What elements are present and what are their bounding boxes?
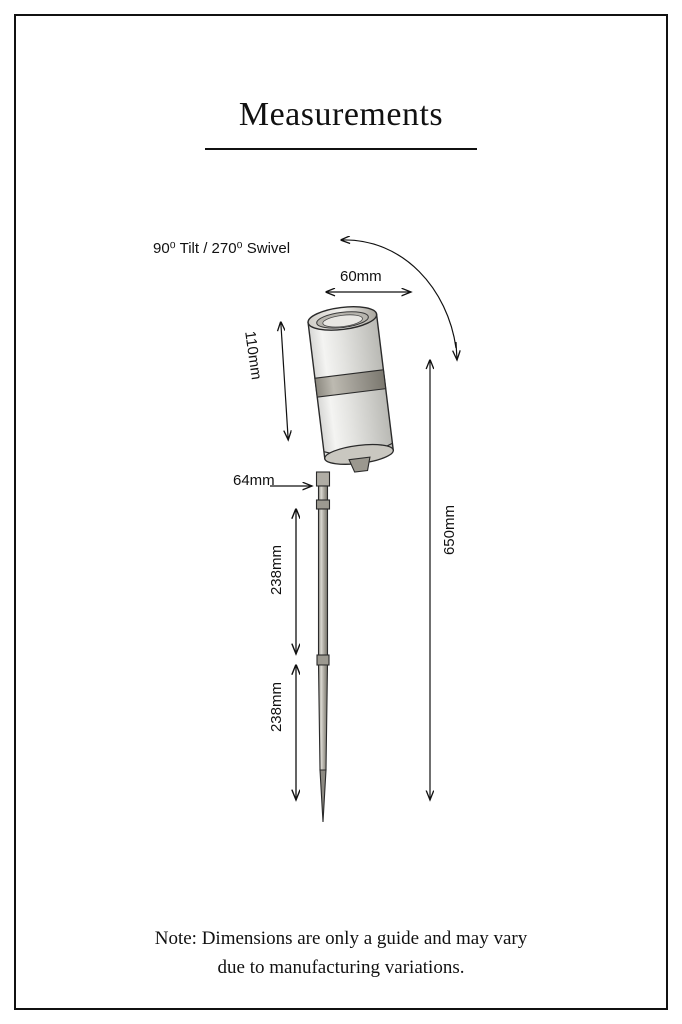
- label-stem-mid: 238mm: [268, 545, 285, 596]
- label-stem-lower: 238mm: [268, 682, 285, 733]
- ground-spike: [317, 472, 330, 822]
- lamp-head: [307, 303, 396, 475]
- disclaimer-note: [0, 924, 682, 982]
- label-tilt-swivel: 90⁰ Tilt / 270⁰ Swivel: [153, 240, 291, 257]
- note-line-1: Note: Dimensions are only a guide and may vary: [154, 928, 528, 949]
- label-head-diameter: 60mm: [340, 268, 382, 285]
- label-overall-height: 650mm: [441, 505, 458, 556]
- label-head-length: 110mm: [241, 330, 265, 381]
- label-stem-top: 64mm: [233, 472, 275, 489]
- page-title: Measurements: [238, 96, 444, 133]
- note-line-2: due to manufacturing variations.: [217, 957, 465, 978]
- dim-head-length-line: [274, 322, 295, 440]
